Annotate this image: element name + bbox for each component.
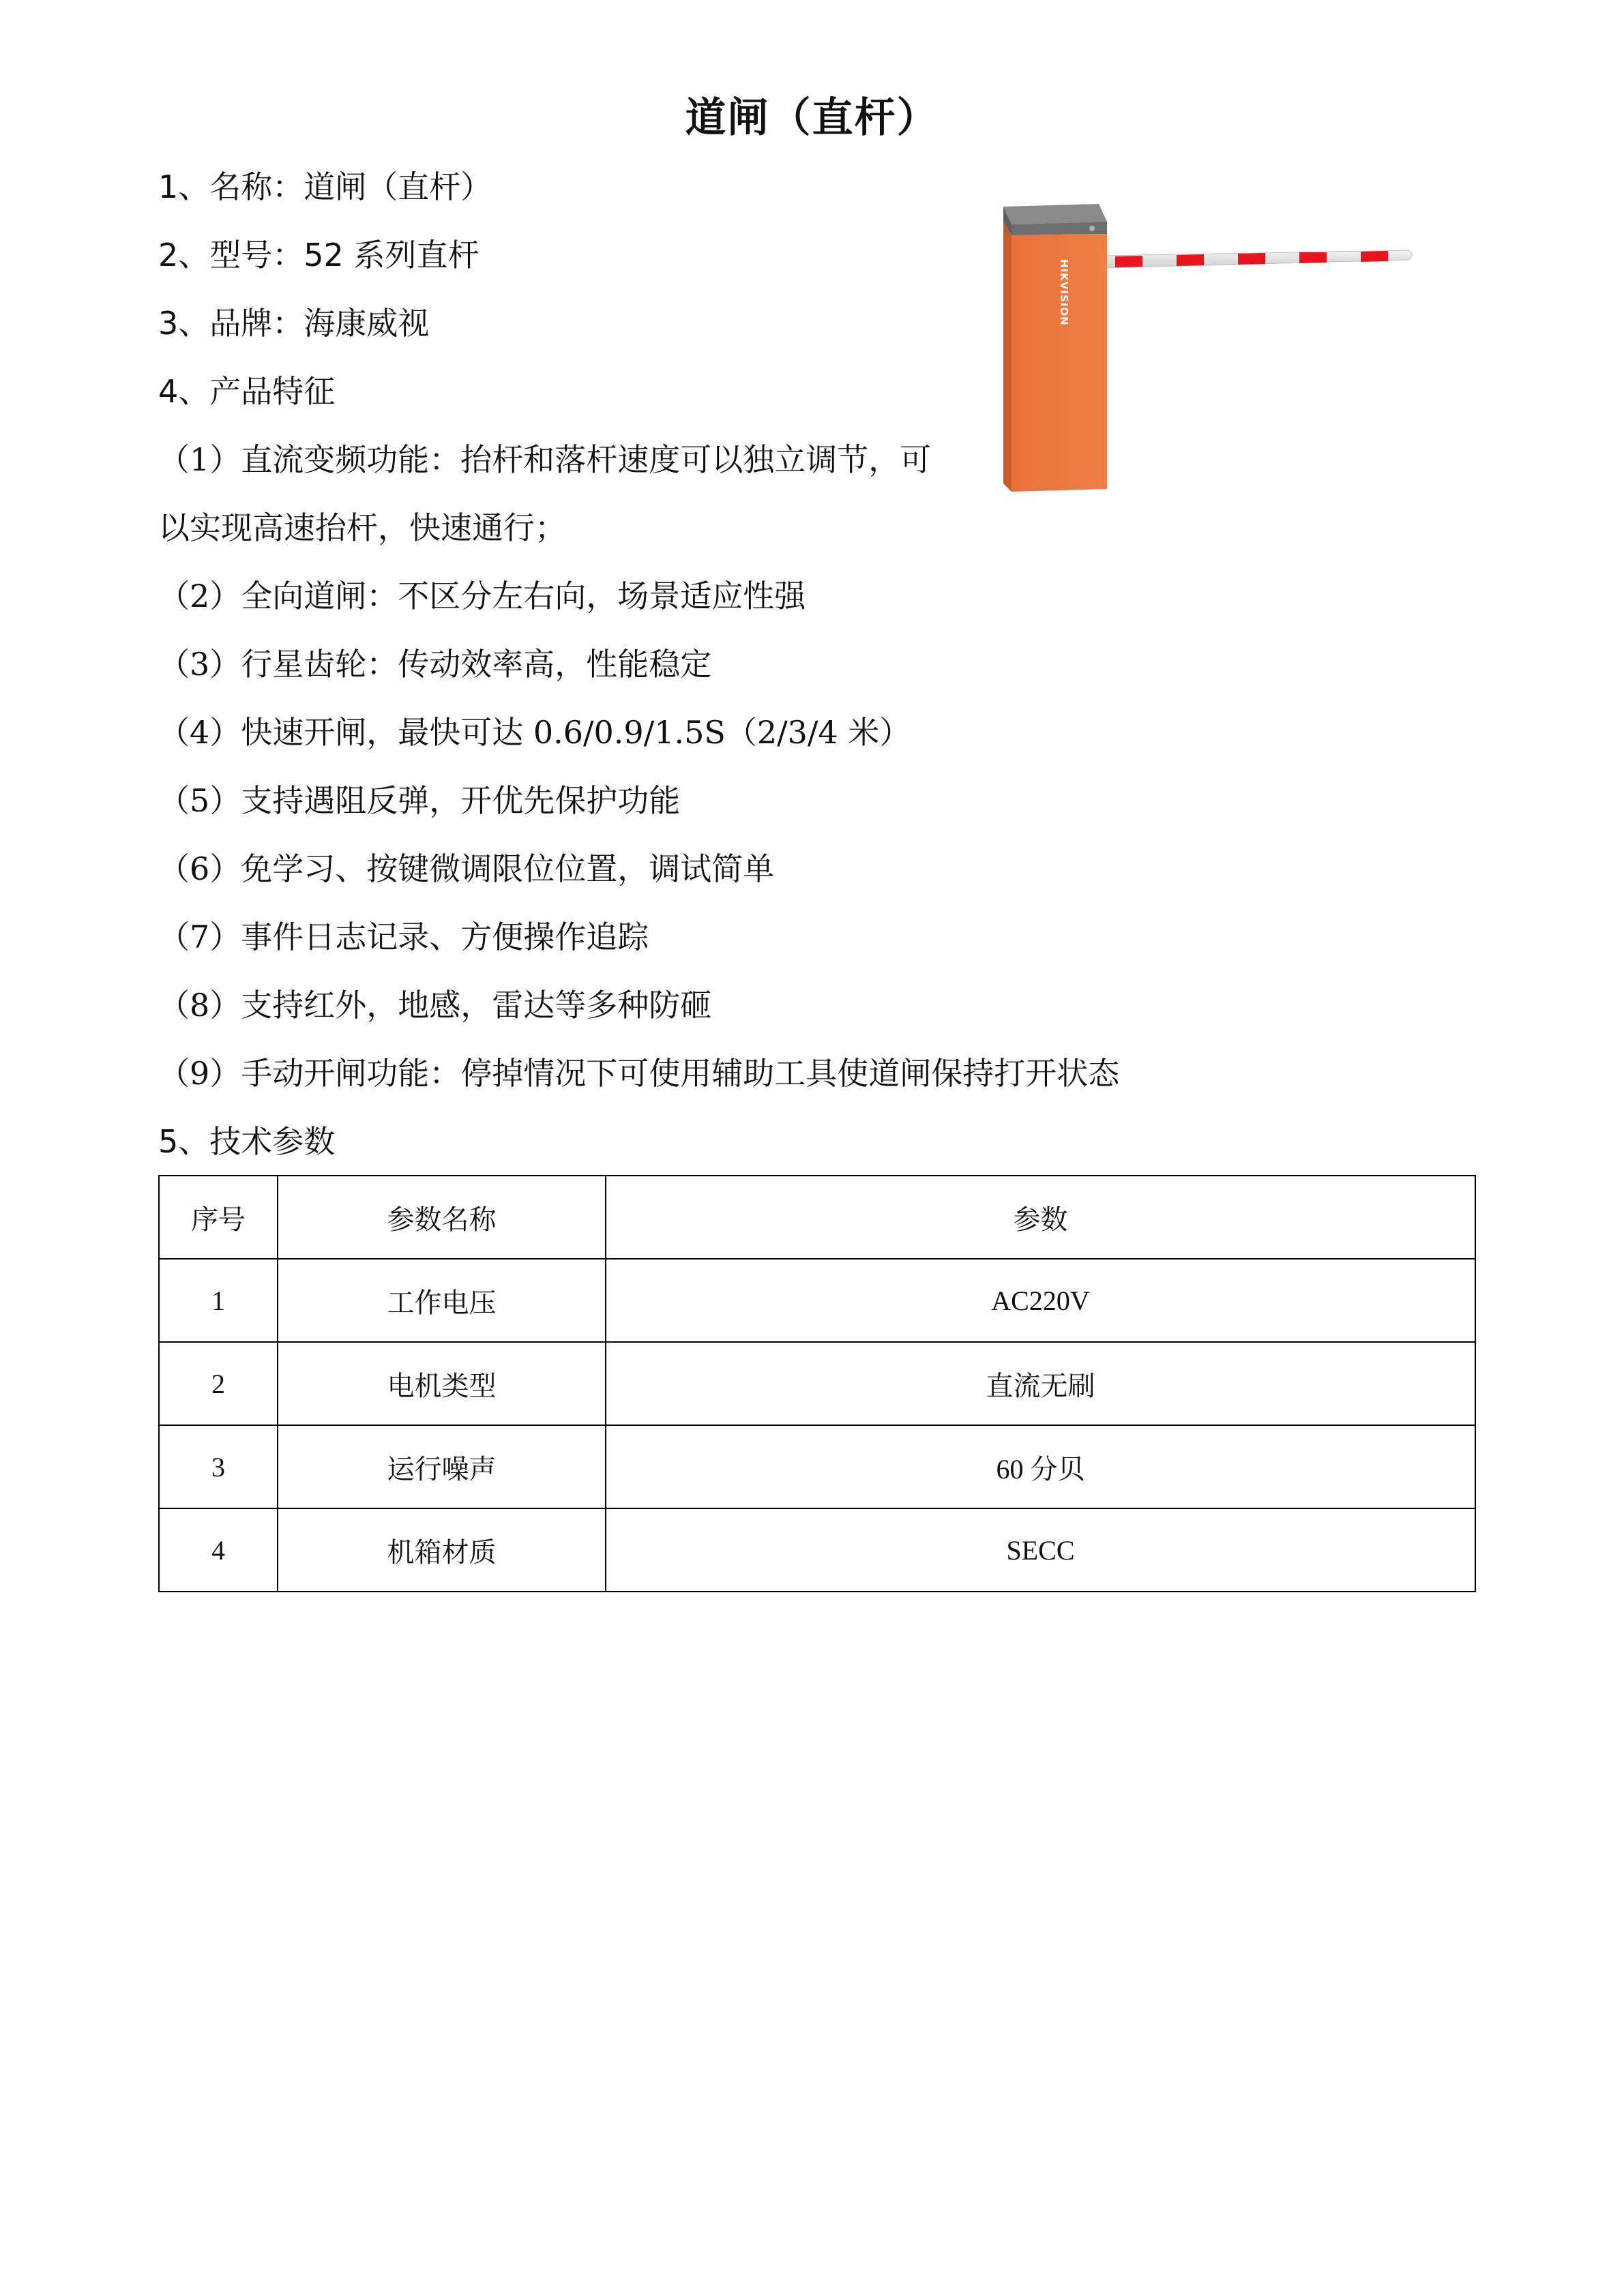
row-name-cell: 机箱材质 (278, 1508, 606, 1592)
row-index-cell: 1 (159, 1259, 278, 1342)
item-model-value: 52 (304, 237, 344, 273)
row-value-cell: SECC (606, 1508, 1475, 1592)
page-title: 道闸（直杆） (685, 94, 939, 142)
item-number: 2 (158, 237, 179, 273)
item-model-suffix: 系列直杆 (343, 237, 479, 273)
item-tech-heading (158, 1124, 335, 1160)
table-row (159, 1425, 1475, 1508)
brand-logo-text: HIKVISION (1058, 259, 1070, 326)
row-value-cell: 60 分贝 (606, 1425, 1475, 1508)
row-index-cell: 3 (159, 1425, 278, 1508)
table-header-row (159, 1176, 1475, 1259)
boom-stripe (1238, 253, 1265, 265)
item-name (158, 169, 492, 205)
item-number: 1 (158, 168, 179, 205)
row-value-cell: 直流无刷 (606, 1342, 1475, 1425)
item-name-text: 、名称：道闸（直杆） (178, 168, 492, 205)
feature-line: （6）免学习、按键微调限位位置，调试简单 (158, 850, 775, 887)
spec-table (158, 1175, 1476, 1592)
item-number: 5 (158, 1123, 179, 1160)
barrier-boom-arm (1103, 250, 1412, 268)
table-row (159, 1342, 1475, 1425)
barrier-gate-image (958, 194, 1422, 501)
item-features-heading (158, 374, 335, 410)
item-model-label: 、型号： (178, 237, 304, 273)
feature-line: （7）事件日志记录、方便操作追踪 (158, 919, 649, 955)
row-index-cell: 2 (159, 1342, 278, 1425)
header-cell-index: 序号 (159, 1176, 278, 1259)
feature-line: 以实现高速抬杆，快速通行； (158, 509, 566, 546)
item-tech-heading-text: 、技术参数 (178, 1123, 336, 1160)
feature-line: （9）手动开闸功能：停掉情况下可使用辅助工具使道闸保持打开状态 (158, 1055, 1120, 1092)
barrier-cabinet (1003, 204, 1107, 492)
feature-line: （3）行星齿轮：传动效率高，性能稳定 (158, 646, 712, 683)
boom-stripe (1177, 254, 1204, 266)
feature-line: （8）支持红外，地感，雷达等多种防砸 (158, 987, 712, 1024)
feature-line: （5）支持遇阻反弹，开优先保护功能 (158, 782, 681, 819)
cabinet-side (1003, 222, 1012, 492)
boom-stripe (1361, 251, 1388, 262)
feature-line: （4）快速开闸，最快可达 0.6/0.9/1.5S（2/3/4 米） (158, 714, 911, 751)
header-cell-param-name: 参数名称 (278, 1176, 606, 1259)
header-cell-param-value: 参数 (606, 1176, 1475, 1259)
row-name-cell: 工作电压 (278, 1259, 606, 1342)
cabinet-top (1003, 204, 1107, 224)
item-model (158, 237, 479, 273)
row-name-cell: 电机类型 (278, 1342, 606, 1425)
boom-stripe (1115, 256, 1142, 267)
feature-line: （2）全向道闸：不区分左右向，场景适应性强 (158, 578, 806, 614)
table-row (159, 1508, 1475, 1592)
feature-line: （1）直流变频功能：抬杆和落杆速度可以独立调节，可 (158, 441, 932, 478)
item-brand-text: 、品牌：海康威视 (178, 305, 430, 342)
row-value-cell: AC220V (606, 1259, 1475, 1342)
lock-icon (1089, 226, 1095, 231)
item-number: 4 (158, 373, 179, 410)
boom-stripe (1299, 252, 1327, 263)
item-features-heading-text: 、产品特征 (178, 373, 336, 410)
item-brand (158, 305, 429, 342)
row-index-cell: 4 (159, 1508, 278, 1592)
row-name-cell: 运行噪声 (278, 1425, 606, 1508)
item-number: 3 (158, 305, 179, 342)
table-row (159, 1259, 1475, 1342)
